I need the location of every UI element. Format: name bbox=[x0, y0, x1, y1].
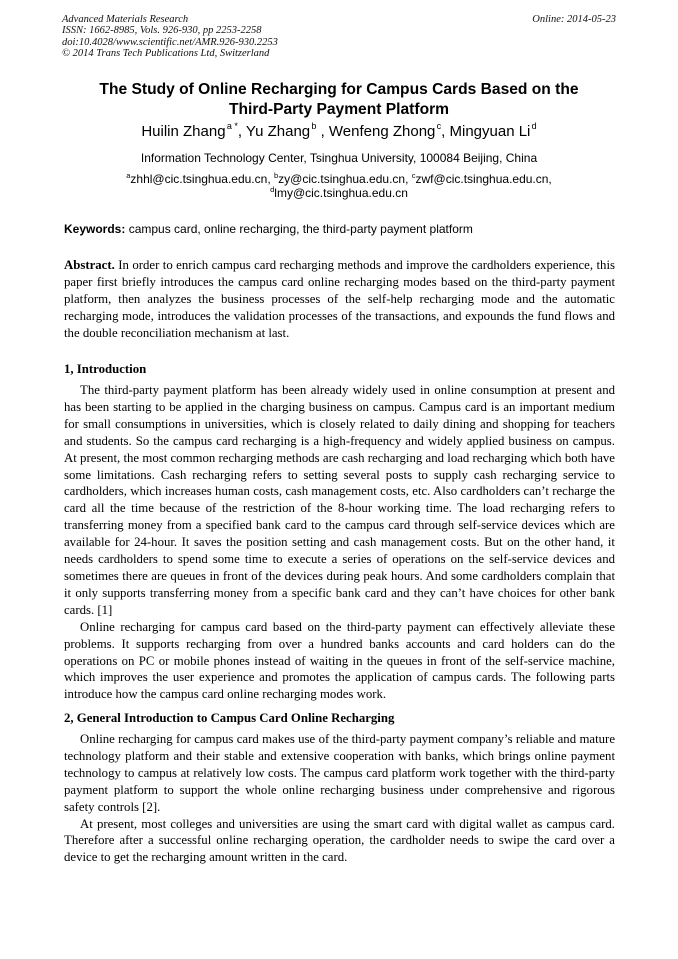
abstract bbox=[64, 257, 615, 342]
affiliation: Information Technology Center, Tsinghua University, 100084 Beijing, China bbox=[140, 151, 538, 165]
title-line-2: Third-Party Payment Platform bbox=[228, 100, 450, 118]
journal-header bbox=[62, 14, 616, 60]
author-marker: b bbox=[311, 121, 317, 131]
section-heading: 2, General Introduction to Campus Card Online Recharging bbox=[64, 711, 395, 725]
author-separator: , bbox=[237, 123, 246, 140]
email-marker: a bbox=[126, 171, 131, 180]
email-link[interactable]: zy@cic.tsinghua.edu.cn, bbox=[278, 172, 412, 186]
online-date: Online: 2014-05-23 bbox=[532, 14, 616, 25]
author-name: Huilin Zhang bbox=[141, 123, 226, 140]
paragraph: Online recharging for campus card makes use of the third-party payment company’s reliable and mature technology platform and their stable and extensive cooperation with banks, which brings online payment technology to campus at relatively low costs. The campus card platform work together with the third-party payment platform to support the whole online recharging business under comprehensive and rigorous safety controls [2]. bbox=[64, 732, 615, 814]
author-name: Yu Zhang bbox=[245, 123, 311, 140]
section-general-introduction bbox=[64, 710, 615, 866]
abstract-label: Abstract. bbox=[64, 258, 115, 272]
author-name: Wenfeng Zhong bbox=[328, 123, 436, 140]
section-heading: 1, Introduction bbox=[64, 362, 147, 376]
email-marker: c bbox=[411, 171, 416, 180]
author-name: Mingyuan Li bbox=[449, 123, 531, 140]
paragraph: Online recharging for campus card based on the third-party payment can effectively alleviate these problems. It supports recharging from over a hundred banks accounts and card holders can do the operations on PC or mobile phones instead of waiting in the queues in front of the self-service machine, which improves the user experience and promotes the application of campus cards. The following parts introduce how the campus card online recharging modes work. bbox=[64, 619, 615, 702]
abstract-text: In order to enrich campus card recharging methods and improve the cardholders experience, this paper first briefly introduces the campus card online recharging modes based on the third-party payment platform, then analyzes the business processes of the self-help recharging mode and the automatic recharging mode, introduces the validation processes of the transactions, and expounds the fund flows and the double reconciliation mechanism at last. bbox=[64, 258, 615, 340]
author-marker: a * bbox=[226, 121, 238, 131]
issn-line: ISSN: 1662-8985, Vols. 926-930, pp 2253-2258 bbox=[62, 25, 262, 37]
keywords-label: Keywords: bbox=[64, 222, 126, 236]
title-line-1: The Study of Online Recharging for Campus Cards Based on the bbox=[99, 81, 579, 98]
email-link[interactable]: lmy@cic.tsinghua.edu.cn bbox=[274, 186, 408, 200]
author-separator: , bbox=[441, 123, 450, 140]
email-marker: b bbox=[274, 171, 279, 180]
copyright-line: © 2014 Trans Tech Publications Ltd, Switzerland bbox=[62, 48, 270, 60]
email-link[interactable]: zwf@cic.tsinghua.edu.cn, bbox=[415, 172, 552, 186]
email-line-2 bbox=[62, 186, 616, 200]
paper-title bbox=[62, 80, 616, 119]
section-introduction bbox=[64, 361, 615, 703]
keywords bbox=[64, 222, 616, 237]
journal-name: Advanced Materials Research bbox=[62, 14, 189, 25]
author-marker: d bbox=[531, 121, 537, 131]
author-emails bbox=[62, 172, 616, 200]
email-marker: d bbox=[270, 185, 275, 194]
email-link[interactable]: zhhl@cic.tsinghua.edu.cn, bbox=[130, 172, 274, 186]
keywords-text: campus card, online recharging, the third-party payment platform bbox=[125, 222, 473, 236]
email-line-1 bbox=[62, 172, 616, 186]
paragraph: The third-party payment platform has been already widely used in online consumption at present and has been starting to be applied in the charging business on campus. Campus card is an important medium for small consumptions in universities, which is closely related to daily dining and shopping for teachers and students. So the campus card recharging is a high-frequency and widely applied business on campus. At present, the most common recharging methods are cash recharging and load recharging which both have some limitations. Cash recharging refers to setting several posts to supply cash recharging service to cardholders, which increases human costs, cash management costs, etc. Also cardholders can’t recharge the card all the time because of the restriction of the 8-hour working time. The load recharging refers to transferring money from a specified bank card to the campus card through self-service devices which are available for 24-hour. It saves the position setting and cash management costs. But on the other hand, it needs cardholders to spend some time to execute a series of operations on the self-service devices and sometimes there are queues in front of the devices during peak hours. And some cardholders complain that it only supports transferring money from a specific bank card and they can’t have choices for other bank cards. [1] bbox=[64, 383, 615, 617]
author-separator: , bbox=[316, 123, 329, 140]
author-marker: c bbox=[436, 121, 442, 131]
doi-line[interactable]: doi:10.4028/www.scientific.net/AMR.926-930.2253 bbox=[62, 36, 278, 48]
paragraph: At present, most colleges and universities are using the smart card with digital wallet as campus card. Therefore after a successful online recharging operation, the cardholder needs to swipe the card over a device to get the recharging amount written in the card. bbox=[64, 816, 615, 865]
author-list bbox=[62, 122, 616, 142]
